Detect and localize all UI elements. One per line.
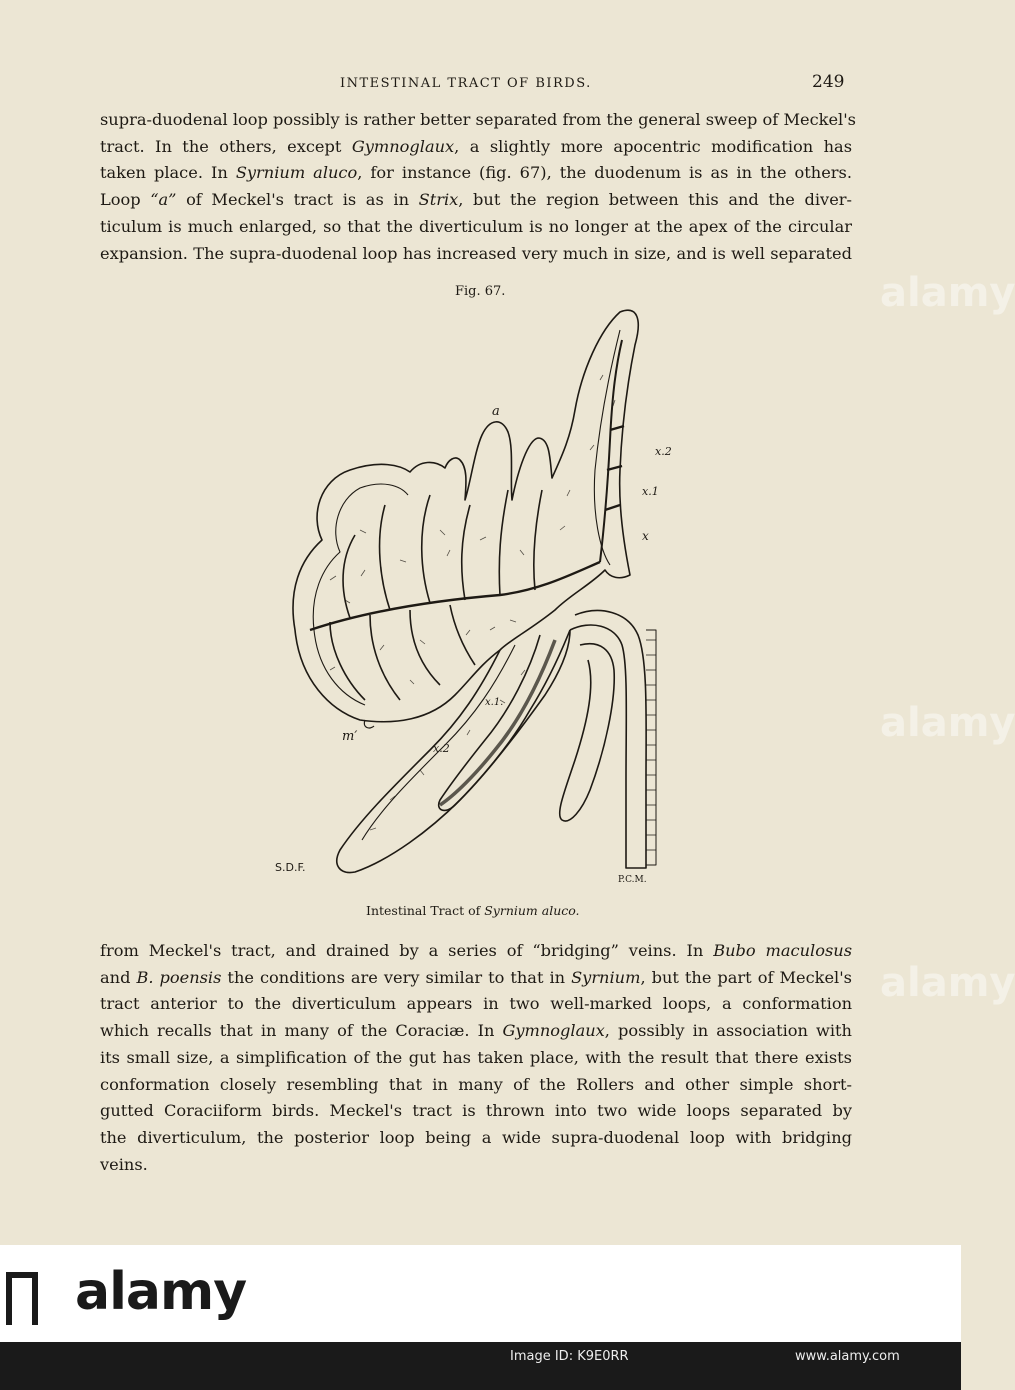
label-x2-top: x.2: [655, 445, 672, 458]
figure-caption: [366, 903, 580, 918]
alamy-a-icon: [5, 1267, 39, 1325]
label-x1-top: x.1: [642, 485, 659, 498]
running-header: INTESTINAL TRACT OF BIRDS.: [340, 76, 592, 91]
side-watermark: alamy: [880, 270, 1015, 316]
figure-label: Fig. 67.: [455, 284, 506, 299]
text-line: tract. In the others, except Gymnoglaux, a slightly more apocentric modification has: [100, 136, 853, 156]
meckel-tract-outline: [293, 310, 638, 721]
text-line: and B. poensis the conditions are very similar to that in Syrnium, but the part of Meckel's: [100, 967, 852, 987]
text-line: conformation closely resembling that in many of the Rollers and other simple short-: [100, 1074, 852, 1094]
label-x2-mid: x.2: [433, 742, 450, 755]
page-number: 249: [812, 72, 845, 92]
image-id: Image ID: K9E0RR: [510, 1349, 629, 1364]
text-line: its small size, a simplification of the gut has taken place, with the result that there exists: [100, 1047, 852, 1067]
caption-prefix: Intestinal Tract of: [366, 903, 485, 918]
duodenal-loop: [337, 630, 570, 873]
label-x1-mid: x.1.: [485, 697, 504, 708]
alamy-logo: alamy: [35, 1262, 246, 1322]
text-line: which recalls that in many of the Coraciæ. In Gymnoglaux, possibly in association with: [100, 1021, 852, 1041]
label-a: a: [492, 404, 500, 419]
text-line: ticulum is much enlarged, so that the diverticulum is no longer at the apex of the circular: [100, 216, 852, 236]
text-line: supra-duodenal loop possibly is rather better separated from the general sweep of Meckel's: [100, 110, 856, 129]
text-line: the diverticulum, the posterior loop being a wide supra-duodenal loop with bridging: [100, 1127, 852, 1147]
text-line: from Meckel's tract, and drained by a series of “bridging” veins. In Bubo maculosus: [100, 941, 853, 960]
main-vein: [310, 562, 600, 630]
intestinal-tract-illustration: [270, 300, 710, 900]
label-m-prime: m′: [342, 729, 358, 744]
text-line: expansion. The supra-duodenal loop has increased very much in size, and is well separated: [100, 243, 852, 263]
label-sdf: S.D.F.: [275, 861, 306, 874]
side-watermark: alamy: [880, 960, 1015, 1006]
pancreas: [646, 630, 656, 865]
text-line: taken place. In Syrnium aluco, for instance (fig. 67), the duodenum is as in the others.: [100, 163, 852, 183]
text-line: tract anterior to the diverticulum appears in two well-marked loops, a conformation: [100, 994, 852, 1014]
paragraph-bottom: [100, 938, 852, 1178]
paragraph-top: [100, 107, 856, 267]
watermark-url: www.alamy.com: [795, 1349, 900, 1364]
text-line: veins.: [100, 1154, 148, 1174]
label-pcm: P.C.M.: [618, 875, 647, 885]
text-line: Loop “a” of Meckel's tract is as in Strix, but the region between this and the diver-: [100, 190, 852, 210]
label-x: x: [642, 529, 649, 543]
side-watermark: alamy: [880, 700, 1015, 746]
text-line: gutted Coraciiform birds. Meckel's tract is thrown into two wide loops separated by: [100, 1101, 852, 1121]
caption-species: Syrnium aluco.: [484, 903, 580, 918]
